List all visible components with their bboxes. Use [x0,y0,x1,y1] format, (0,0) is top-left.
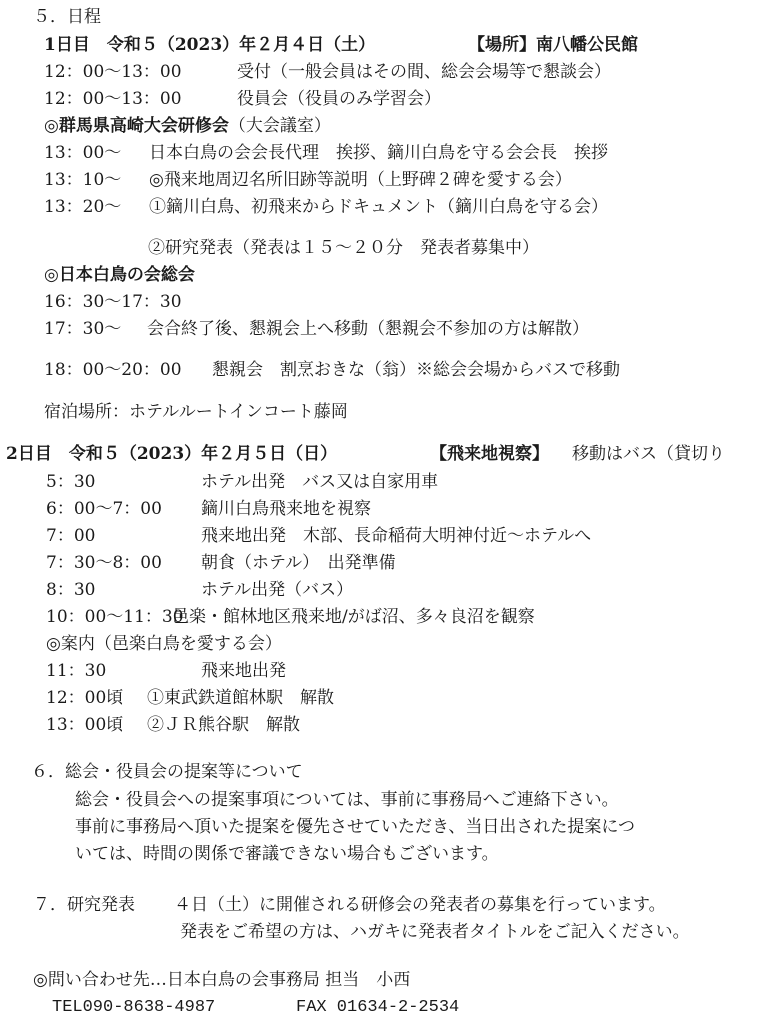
contact-line: ◎問い合わせ先…日本白鳥の会事務局 担当 小西 [33,970,411,990]
row-time: 10：00～11：30 [46,607,184,627]
section-6-line: 総会・役員会への提案事項については、事前に事務局へご連絡下さい。 [75,790,619,810]
seminar-heading-line [44,115,331,137]
row-text: 懇親会 割烹おきな（翁）※総会会場からバスで移動 [212,360,620,380]
section-7-text: ４日（土）に開催される研修会の発表者の募集を行っています。 [174,895,666,915]
row-text: 鏑川白鳥飛来地を視察 [201,499,371,519]
section-5-heading: ５．日程 [33,7,101,27]
row-text: 飛来地出発 [201,661,286,681]
row-time: 7：30～8：00 [46,553,162,573]
section-6-line: 事前に事務局へ頂いた提案を優先させていただき、当日出された提案につ [75,817,635,837]
section-7-label: ７．研究発表 [33,895,135,915]
row-time: 13：00～ [44,143,122,163]
section-7-line2: 発表をご希望の方は、ハガキに発表者タイトルをご記入ください。 [180,922,690,942]
row-text: ホテル出発（バス） [201,580,354,600]
lodging: 宿泊場所：ホテルルートインコート藤岡 [44,402,348,422]
row-text: 飛来地出発 木部、長命稲荷大明神付近～ホテルへ [201,526,592,546]
row-time: 12：00～13：00 [44,62,182,82]
seminar-heading: ◎群馬県高崎大会研修会 [44,116,229,136]
row-time: 13：00頃 [46,715,124,735]
row-text: 会合終了後、懇親会上へ移動（懇親会不参加の方は解散） [147,319,589,339]
row-time: 13：20～ [44,197,122,217]
row-text: 朝食（ホテル） 出発準備 [201,553,396,573]
row-text: 日本白鳥の会会長代理 挨拶、鏑川白鳥を守る会会長 挨拶 [149,143,608,163]
row-time: 11：30 [46,661,107,681]
row-time: 18：00～20：00 [44,360,182,380]
section-6-heading: ６．総会・役員会の提案等について [31,762,303,782]
seminar-room: （大会議室） [228,116,331,136]
row-time: 8：30 [46,580,96,600]
day1-place: 【場所】南八幡公民館 [468,35,638,55]
row-text: 役員会（役員のみ学習会） [237,89,441,109]
row-time: 16：30～17：30 [44,292,182,312]
day2-place: 【飛来地視察】 [430,444,549,464]
row-time: 13：10～ [44,170,122,190]
row-time: 5：30 [46,472,96,492]
section-6-line: いては、時間の関係で審議できない場合もございます。 [75,844,499,864]
day1-title: 1日目 令和５（2023）年２月４日（土） [44,35,376,55]
contact-fax: FAX 01634-2-2534 [296,998,460,1017]
day2-transport: 移動はバス（貸切り [572,444,725,464]
row-time: 12：00頃 [46,688,124,708]
day2-title: 2日目 令和５（2023）年２月５日（日） [6,444,338,464]
row-text: ①鏑川白鳥、初飛来からドキュメント（鏑川白鳥を守る会） [149,197,608,217]
row-text: 邑楽・館林地区飛来地/がば沼、多々良沼を観察 [172,607,535,627]
row-text: ◎飛来地周辺名所旧跡等説明（上野碑２碑を愛する会） [149,170,572,190]
row-time: 17：30～ [44,319,122,339]
row-time: 7：00 [46,526,96,546]
research-line: ②研究発表（発表は１５～２０分 発表者募集中） [148,238,539,258]
row-text: ②ＪＲ熊谷駅 解散 [147,715,300,735]
row-text: ホテル出発 バス又は自家用車 [201,472,439,492]
guide-line: ◎案内（邑楽白鳥を愛する会） [46,634,282,654]
row-text: 受付（一般会員はその間、総会会場等で懇談会） [237,62,611,82]
row-text: ①東武鉄道館林駅 解散 [147,688,334,708]
contact-tel: TEL090-8638-4987 [52,998,216,1017]
row-time: 6：00～7：00 [46,499,162,519]
general-heading: ◎日本白鳥の会総会 [44,265,195,285]
row-time: 12：00～13：00 [44,89,182,109]
